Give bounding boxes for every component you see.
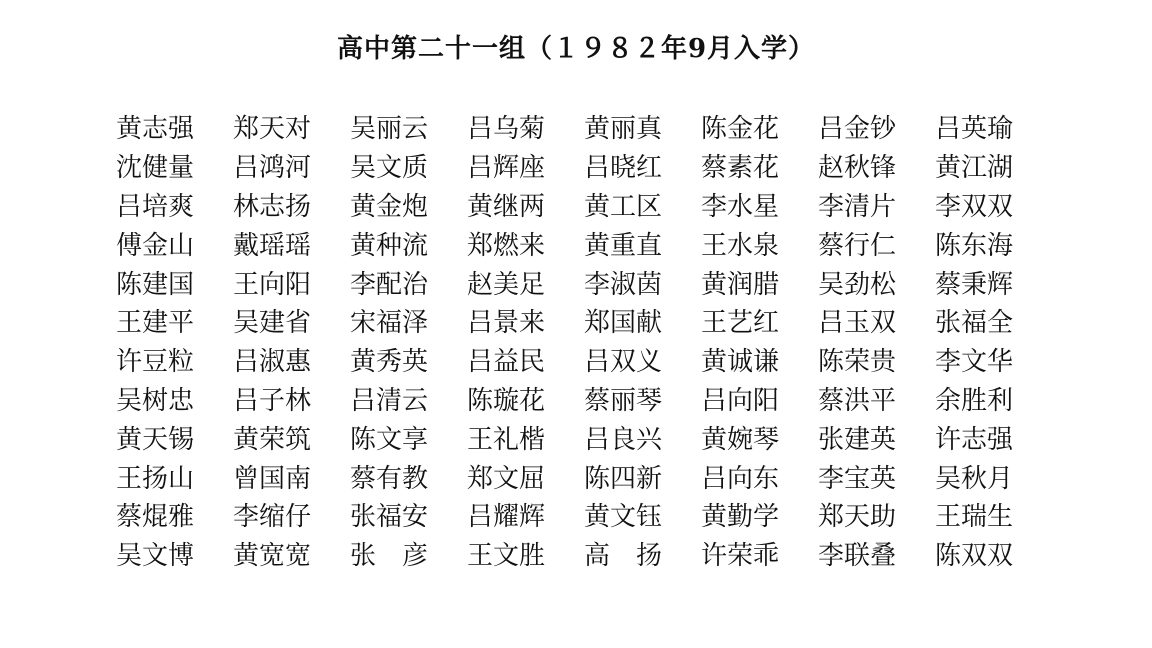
student-name: 王扬山 [116,463,195,494]
student-name: 吕益民 [467,347,546,378]
student-name: 张建英 [818,424,897,455]
student-name: 陈东海 [935,230,1014,261]
roster-row [116,188,1052,227]
student-name: 李宝英 [818,463,897,494]
student-name: 吴文博 [116,541,195,572]
student-name: 吴建省 [233,308,312,339]
student-name: 郑文屈 [467,463,546,494]
student-name: 黄江湖 [935,153,1014,184]
student-name: 郑燃来 [467,230,546,261]
student-name: 李文华 [935,347,1014,378]
roster-row [116,420,1052,459]
student-name: 林志扬 [233,191,312,222]
student-name: 蔡焜雅 [116,502,195,533]
student-name: 黄重直 [584,230,663,261]
student-name: 蔡秉辉 [935,269,1014,300]
name-roster [116,110,1052,576]
student-name: 蔡素花 [701,153,780,184]
student-name: 吕双义 [584,347,663,378]
student-name: 高 扬 [584,541,663,572]
student-name: 王礼楷 [467,424,546,455]
student-name: 张 彦 [350,541,429,572]
student-name: 沈健量 [116,153,195,184]
student-name: 郑天助 [818,502,897,533]
student-name: 蔡行仁 [818,230,897,261]
roster-row [116,304,1052,343]
student-name: 余胜利 [935,385,1014,416]
student-name: 黄继两 [467,191,546,222]
student-name: 陈璇花 [467,385,546,416]
student-name: 李水星 [701,191,780,222]
roster-row [116,459,1052,498]
student-name: 陈建国 [116,269,195,300]
student-name: 吴秋月 [935,463,1014,494]
student-name: 李淑茵 [584,269,663,300]
student-name: 郑天对 [233,114,312,145]
student-name: 郑国献 [584,308,663,339]
student-name: 吕辉座 [467,153,546,184]
roster-row [116,343,1052,382]
student-name: 张福全 [935,308,1014,339]
student-name: 吕向东 [701,463,780,494]
student-name: 曾国南 [233,463,312,494]
student-name: 黄宽宽 [233,541,312,572]
student-name: 吕乌菊 [467,114,546,145]
student-name: 吕玉双 [818,308,897,339]
student-name: 许豆粒 [116,347,195,378]
student-name: 陈金花 [701,114,780,145]
student-name: 李双双 [935,191,1014,222]
student-name: 吴丽云 [350,114,429,145]
student-name: 王文胜 [467,541,546,572]
student-name: 黄工区 [584,191,663,222]
student-name: 王向阳 [233,269,312,300]
student-name: 张福安 [350,502,429,533]
student-name: 李配治 [350,269,429,300]
student-name: 黄金炮 [350,191,429,222]
student-name: 吕向阳 [701,385,780,416]
student-name: 王艺红 [701,308,780,339]
student-name: 吕景来 [467,308,546,339]
student-name: 黄种流 [350,230,429,261]
student-name: 黄荣筑 [233,424,312,455]
roster-row [116,537,1052,576]
student-name: 吴劲松 [818,269,897,300]
student-name: 王建平 [116,308,195,339]
student-name: 陈双双 [935,541,1014,572]
student-name: 吕培爽 [116,191,195,222]
student-name: 吕淑惠 [233,347,312,378]
student-name: 陈四新 [584,463,663,494]
student-name: 黄诚谦 [701,347,780,378]
student-name: 蔡有教 [350,463,429,494]
student-name: 戴瑶瑶 [233,230,312,261]
student-name: 许荣乖 [701,541,780,572]
student-name: 黄婉琴 [701,424,780,455]
student-name: 李清片 [818,191,897,222]
student-name: 黄文钰 [584,502,663,533]
student-name: 吕鸿河 [233,153,312,184]
student-name: 傅金山 [116,230,195,261]
student-name: 黄润腊 [701,269,780,300]
student-name: 吕良兴 [584,424,663,455]
page-title: 高中第二十一组（１９８２年9月入学） [336,34,816,64]
student-name: 李缩仔 [233,502,312,533]
roster-row [116,226,1052,265]
student-name: 吕耀辉 [467,502,546,533]
student-name: 王水泉 [701,230,780,261]
student-name: 黄丽真 [584,114,663,145]
student-name: 黄秀英 [350,347,429,378]
roster-row [116,149,1052,188]
student-name: 赵秋锋 [818,153,897,184]
student-name: 李联叠 [818,541,897,572]
student-name: 吕清云 [350,385,429,416]
student-name: 许志强 [935,424,1014,455]
student-name: 吴树忠 [116,385,195,416]
student-name: 陈文享 [350,424,429,455]
student-name: 吕子林 [233,385,312,416]
student-name: 吴文质 [350,153,429,184]
student-name: 王瑞生 [935,502,1014,533]
roster-row [116,382,1052,421]
student-name: 吕金钞 [818,114,897,145]
student-name: 黄勤学 [701,502,780,533]
roster-row [116,110,1052,149]
student-name: 黄天锡 [116,424,195,455]
student-name: 黄志强 [116,114,195,145]
roster-row [116,498,1052,537]
student-name: 赵美足 [467,269,546,300]
student-name: 蔡丽琴 [584,385,663,416]
student-name: 宋福泽 [350,308,429,339]
student-name: 陈荣贵 [818,347,897,378]
student-name: 吕英瑜 [935,114,1014,145]
student-name: 蔡洪平 [818,385,897,416]
student-name: 吕晓红 [584,153,663,184]
roster-row [116,265,1052,304]
